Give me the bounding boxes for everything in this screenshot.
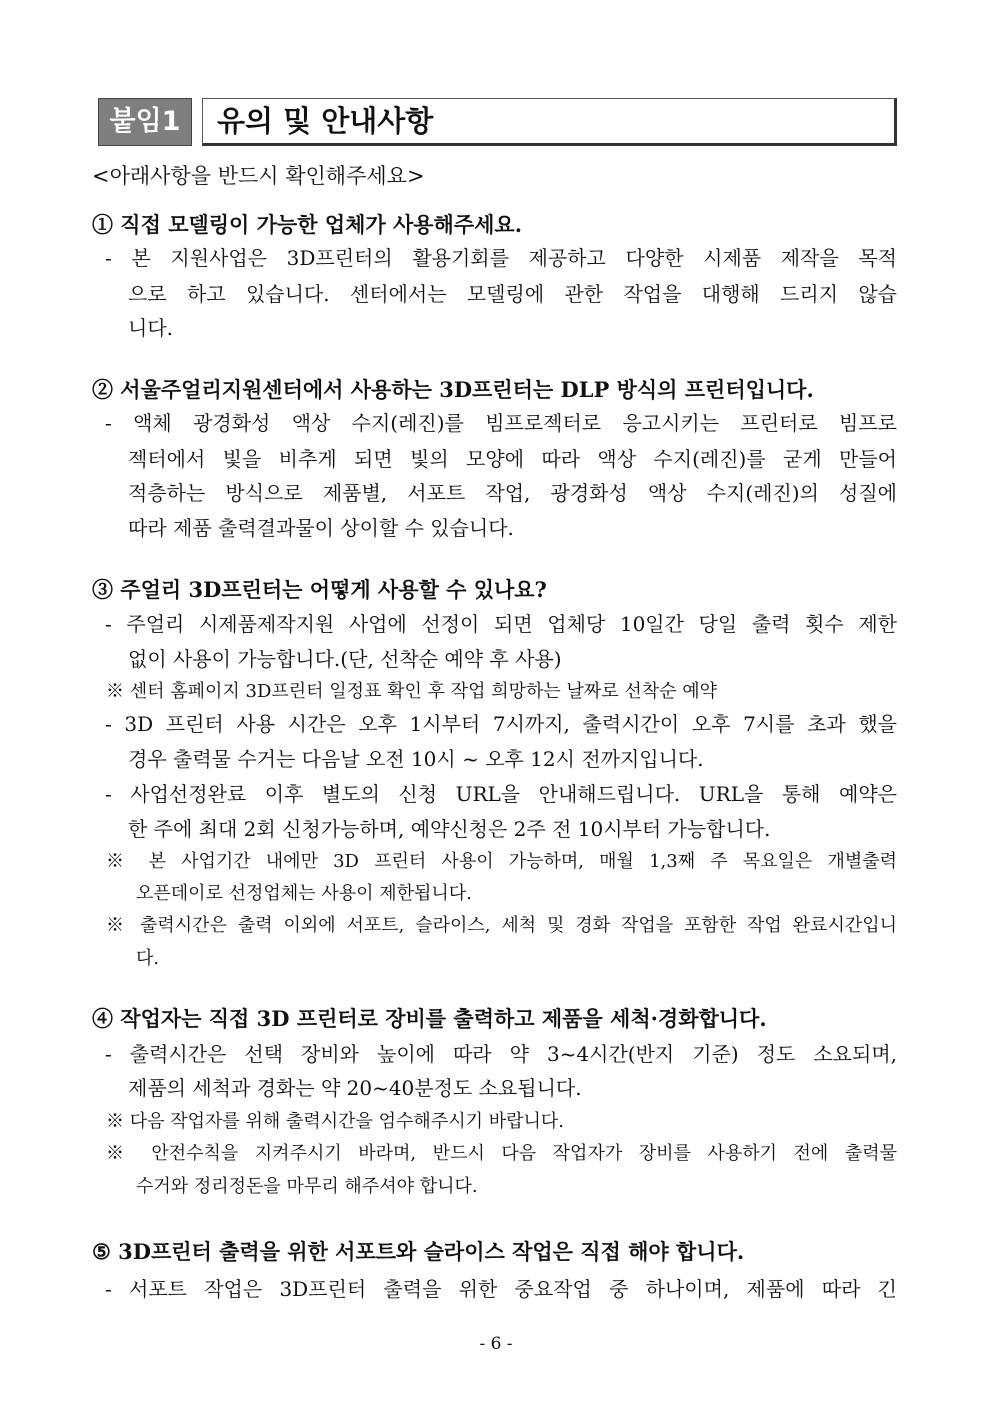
section-2-line-2: 젝터에서 빛을 비추게 되면 빛의 모양에 따라 액상 수지(레진)를 굳게 만들어 [128, 447, 897, 471]
section-2-line-1: - 액체 광경화성 액상 수지(레진)를 빔프로젝터로 응고시키는 프린터로 빔프로 [105, 411, 897, 435]
section-4-line-1: - 출력시간은 선택 장비와 높이에 따라 약 3~4시간(반지 기준) 정도 소요되며, [105, 1042, 897, 1066]
intro-notice: <아래사항을 반드시 확인해주세요> [92, 164, 425, 188]
section-4-heading: ④ 작업자는 직접 3D 프린터로 장비를 출력하고 제품을 세척·경화합니다. [92, 1006, 767, 1031]
section-5-line-1: - 서포트 작업은 3D프린터 출력을 위한 중요작업 중 하나이며, 제품에 따라 긴 [105, 1277, 897, 1301]
title-box [202, 98, 897, 146]
section-3-line-2: 없이 사용이 가능합니다.(단, 선착순 예약 후 사용) [128, 647, 562, 671]
section-2-line-3: 적층하는 방식으로 제품별, 서포트 작업, 광경화성 액상 수지(레진)의 성질에 [128, 481, 897, 505]
section-4-note-2-cont: 수거와 정리정돈을 마무리 해주셔야 합니다. [136, 1176, 478, 1197]
section-5-heading: ⑤ 3D프린터 출력을 위한 서포트와 슬라이스 작업은 직접 해야 합니다. [92, 1239, 745, 1264]
section-1-line-3: 니다. [128, 316, 173, 340]
section-3-line-6: 한 주에 최대 2회 신청가능하며, 예약신청은 2주 전 10시부터 가능합니다. [128, 817, 771, 841]
section-4-note-1: ※ 다음 작업자를 위해 출력시간을 엄수해주시기 바랍니다. [106, 1111, 564, 1132]
page-number: - 6 - [479, 1334, 513, 1354]
section-1-line-1: - 본 지원사업은 3D프린터의 활용기회를 제공하고 다양한 시제품 제작을 목적 [105, 246, 897, 270]
section-3-note-3: ※ 출력시간은 출력 이외에 서포트, 슬라이스, 세척 및 경화 작업을 포함한 작업 완료시간입니 [106, 915, 897, 936]
section-3-line-5: - 사업선정완료 이후 별도의 신청 URL을 안내해드립니다. URL을 통해 예약은 [105, 782, 897, 806]
section-3-heading: ③ 주얼리 3D프린터는 어떻게 사용할 수 있나요? [92, 577, 547, 602]
section-4-note-2: ※ 안전수칙을 지켜주시기 바라며, 반드시 다음 작업자가 장비를 사용하기 전에 출력물 [106, 1143, 897, 1164]
section-3-note-2-cont: 오픈데이로 선정업체는 사용이 제한됩니다. [136, 883, 472, 904]
section-3-line-4: 경우 출력물 수거는 다음날 오전 10시 ~ 오후 12시 전까지입니다. [128, 747, 704, 771]
section-3-note-2: ※ 본 사업기간 내에만 3D 프린터 사용이 가능하며, 매월 1,3째 주 목요일은 개별출력 [106, 851, 897, 872]
page-title: 유의 및 안내사항 [217, 104, 434, 138]
section-1-heading: ① 직접 모델링이 가능한 업체가 사용해주세요. [92, 212, 523, 237]
section-header [98, 98, 897, 148]
section-2-heading: ② 서울주얼리지원센터에서 사용하는 3D프린터는 DLP 방식의 프린터입니다. [92, 377, 814, 402]
section-1-line-2: 으로 하고 있습니다. 센터에서는 모델링에 관한 작업을 대행해 드리지 않습 [128, 282, 897, 306]
section-3-line-3: - 3D 프린터 사용 시간은 오후 1시부터 7시까지, 출력시간이 오후 7시를 초과 했을 [105, 712, 897, 736]
section-3-note-1: ※ 센터 홈페이지 3D프린터 일정표 확인 후 작업 희망하는 날짜로 선착순 예약 [106, 681, 718, 702]
attachment-tag: 붙임1 [98, 98, 192, 146]
section-3-note-3-cont: 다. [136, 948, 160, 969]
section-3-line-1: - 주얼리 시제품제작지원 사업에 선정이 되면 업체당 10일간 당일 출력 횟수 제한 [105, 612, 897, 636]
section-4-line-2: 제품의 세척과 경화는 약 20~40분정도 소요됩니다. [128, 1076, 582, 1100]
section-2-line-4: 따라 제품 출력결과물이 상이할 수 있습니다. [128, 516, 514, 540]
